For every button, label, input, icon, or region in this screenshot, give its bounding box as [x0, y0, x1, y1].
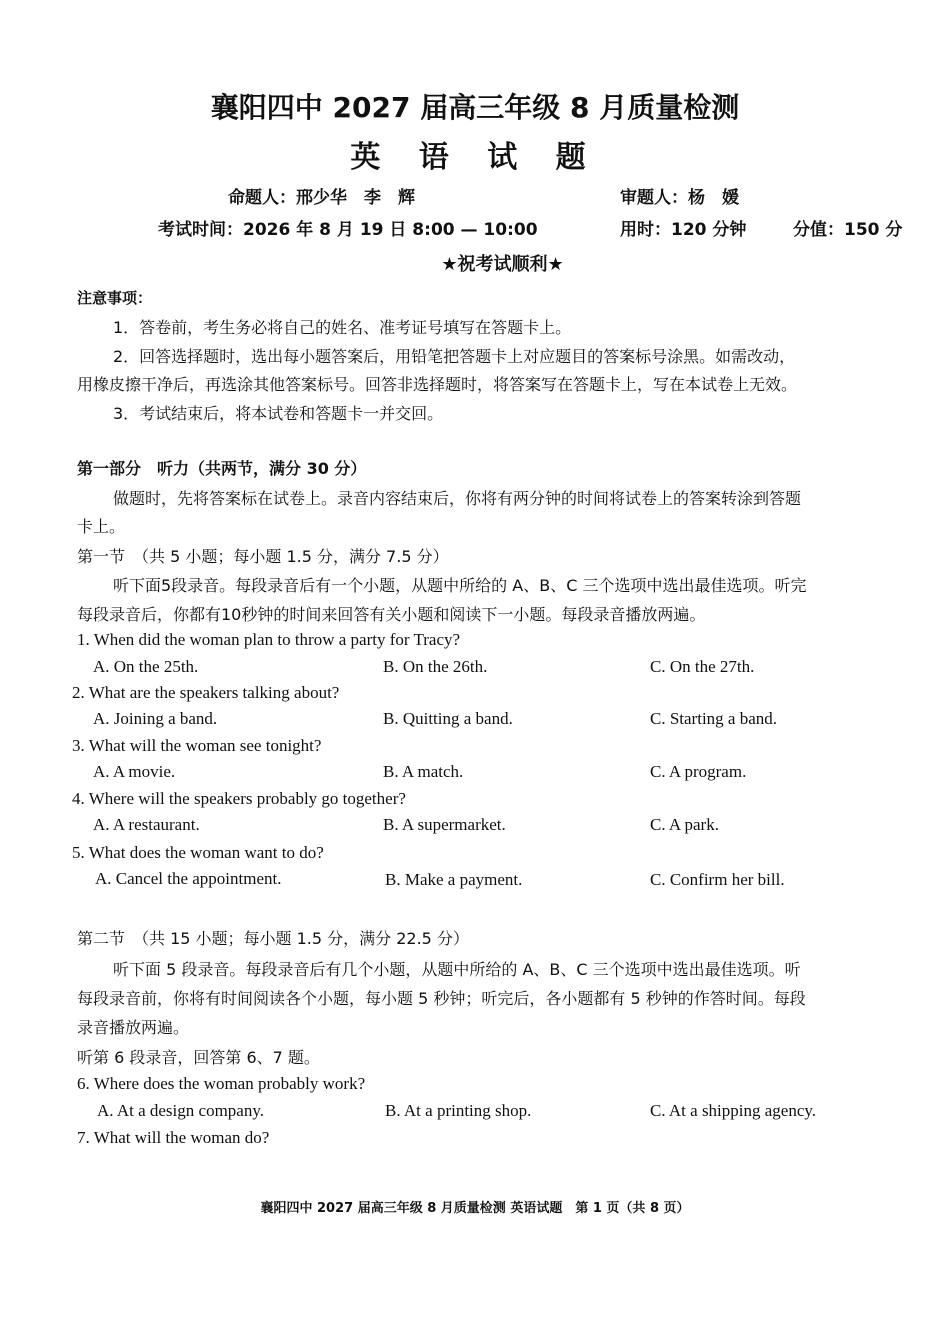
- q6-option-a: A. At a design company.: [97, 1101, 264, 1120]
- q2-option-a: A. Joining a band.: [93, 709, 218, 728]
- section2-instructions: 听下面 5 段录音。每段录音后有几个小题，从题中所给的 A、B、C 三个选项中选出最佳选项。听: [113, 960, 801, 979]
- question-5: 5. What does the woman want to do?: [72, 843, 324, 862]
- section1-instructions: 听下面5段录音。每段录音后有一个小题，从题中所给的 A、B、C 三个选项中选出最佳选项。听完: [113, 576, 807, 595]
- q6-option-c: C. At a shipping agency.: [650, 1101, 817, 1120]
- question-2: 2. What are the speakers talking about?: [72, 683, 340, 702]
- subject-title: 英 语 试 题: [350, 140, 600, 175]
- score: 分值：150 分: [793, 220, 903, 240]
- question-1: 1. When did the woman plan to throw a party for Tracy?: [77, 630, 461, 649]
- question-3: 3. What will the woman see tonight?: [72, 736, 322, 755]
- q1-option-c: C. On the 27th.: [650, 657, 755, 676]
- page-footer: 襄阳四中 2027 届高三年级 8 月质量检测 英语试题 第 1 页（共 8 页）: [260, 1201, 690, 1216]
- section1-heading: 第一节 （共 5 小题；每小题 1.5 分，满分 7.5 分）: [77, 547, 449, 566]
- q6-option-b: B. At a printing shop.: [385, 1101, 532, 1120]
- q2-option-b: B. Quitting a band.: [383, 709, 513, 728]
- section2-heading: 第二节 （共 15 小题；每小题 1.5 分，满分 22.5 分）: [77, 929, 469, 948]
- q1-option-a: A. On the 25th.: [93, 657, 199, 676]
- part1-intro-cont: 卡上。: [77, 517, 126, 536]
- q4-option-b: B. A supermarket.: [383, 815, 506, 834]
- q5-option-c: C. Confirm her bill.: [650, 870, 785, 889]
- note-2: 2．回答选择题时，选出每小题答案后，用铅笔把答题卡上对应题目的答案标号涂黑。如需改动，: [113, 347, 796, 366]
- q3-option-b: B. A match.: [383, 762, 464, 781]
- part1-intro: 做题时，先将答案标在试卷上。录音内容结束后，你将有两分钟的时间将试卷上的答案转涂到答题: [113, 489, 802, 508]
- q5-option-b: B. Make a payment.: [385, 870, 523, 889]
- note-1: 1．答卷前，考生务必将自己的姓名、准考证号填写在答题卡上。: [113, 318, 572, 337]
- section2-instructions-end: 录音播放两遍。: [77, 1018, 190, 1037]
- q1-option-b: B. On the 26th.: [383, 657, 488, 676]
- exam-time: 考试时间：2026 年 8 月 19 日 8:00 — 10:00: [158, 220, 538, 240]
- authors: 命题人：邢少华 李 辉: [228, 188, 415, 208]
- exam-title: 襄阳四中 2027 届高三年级 8 月质量检测: [210, 91, 740, 124]
- q4-option-a: A. A restaurant.: [93, 815, 200, 834]
- notes-heading: 注意事项：: [77, 289, 153, 307]
- group-6-heading: 听第 6 段录音，回答第 6、7 题。: [77, 1048, 320, 1067]
- question-6: 6. Where does the woman probably work?: [77, 1074, 366, 1093]
- q2-option-c: C. Starting a band.: [650, 709, 778, 728]
- q4-option-c: C. A park.: [650, 815, 719, 834]
- section1-instructions-cont: 每段录音后，你都有10秒钟的时间来回答有关小题和阅读下一小题。每段录音播放两遍。: [77, 605, 706, 624]
- duration: 用时：120 分钟: [620, 220, 747, 240]
- note-3: 3．考试结束后，将本试卷和答题卡一并交回。: [113, 404, 444, 423]
- note-2-cont: 用橡皮擦干净后，再选涂其他答案标号。回答非选择题时，将答案写在答题卡上，写在本试卷上无效。: [77, 375, 798, 394]
- good-luck: ★祝考试顺利★: [441, 254, 564, 275]
- section2-instructions-cont: 每段录音前，你将有时间阅读各个小题，每小题 5 秒钟；听完后，各小题都有 5 秒钟的作答时间。每段: [77, 989, 806, 1008]
- part1-heading: 第一部分 听力（共两节，满分 30 分）: [77, 459, 367, 478]
- q5-option-a: A. Cancel the appointment.: [95, 869, 282, 888]
- q3-option-c: C. A program.: [650, 762, 747, 781]
- reviewer: 审题人：杨 媛: [620, 188, 739, 208]
- question-7: 7. What will the woman do?: [77, 1128, 270, 1147]
- question-4: 4. Where will the speakers probably go together?: [72, 789, 406, 808]
- q3-option-a: A. A movie.: [93, 762, 176, 781]
